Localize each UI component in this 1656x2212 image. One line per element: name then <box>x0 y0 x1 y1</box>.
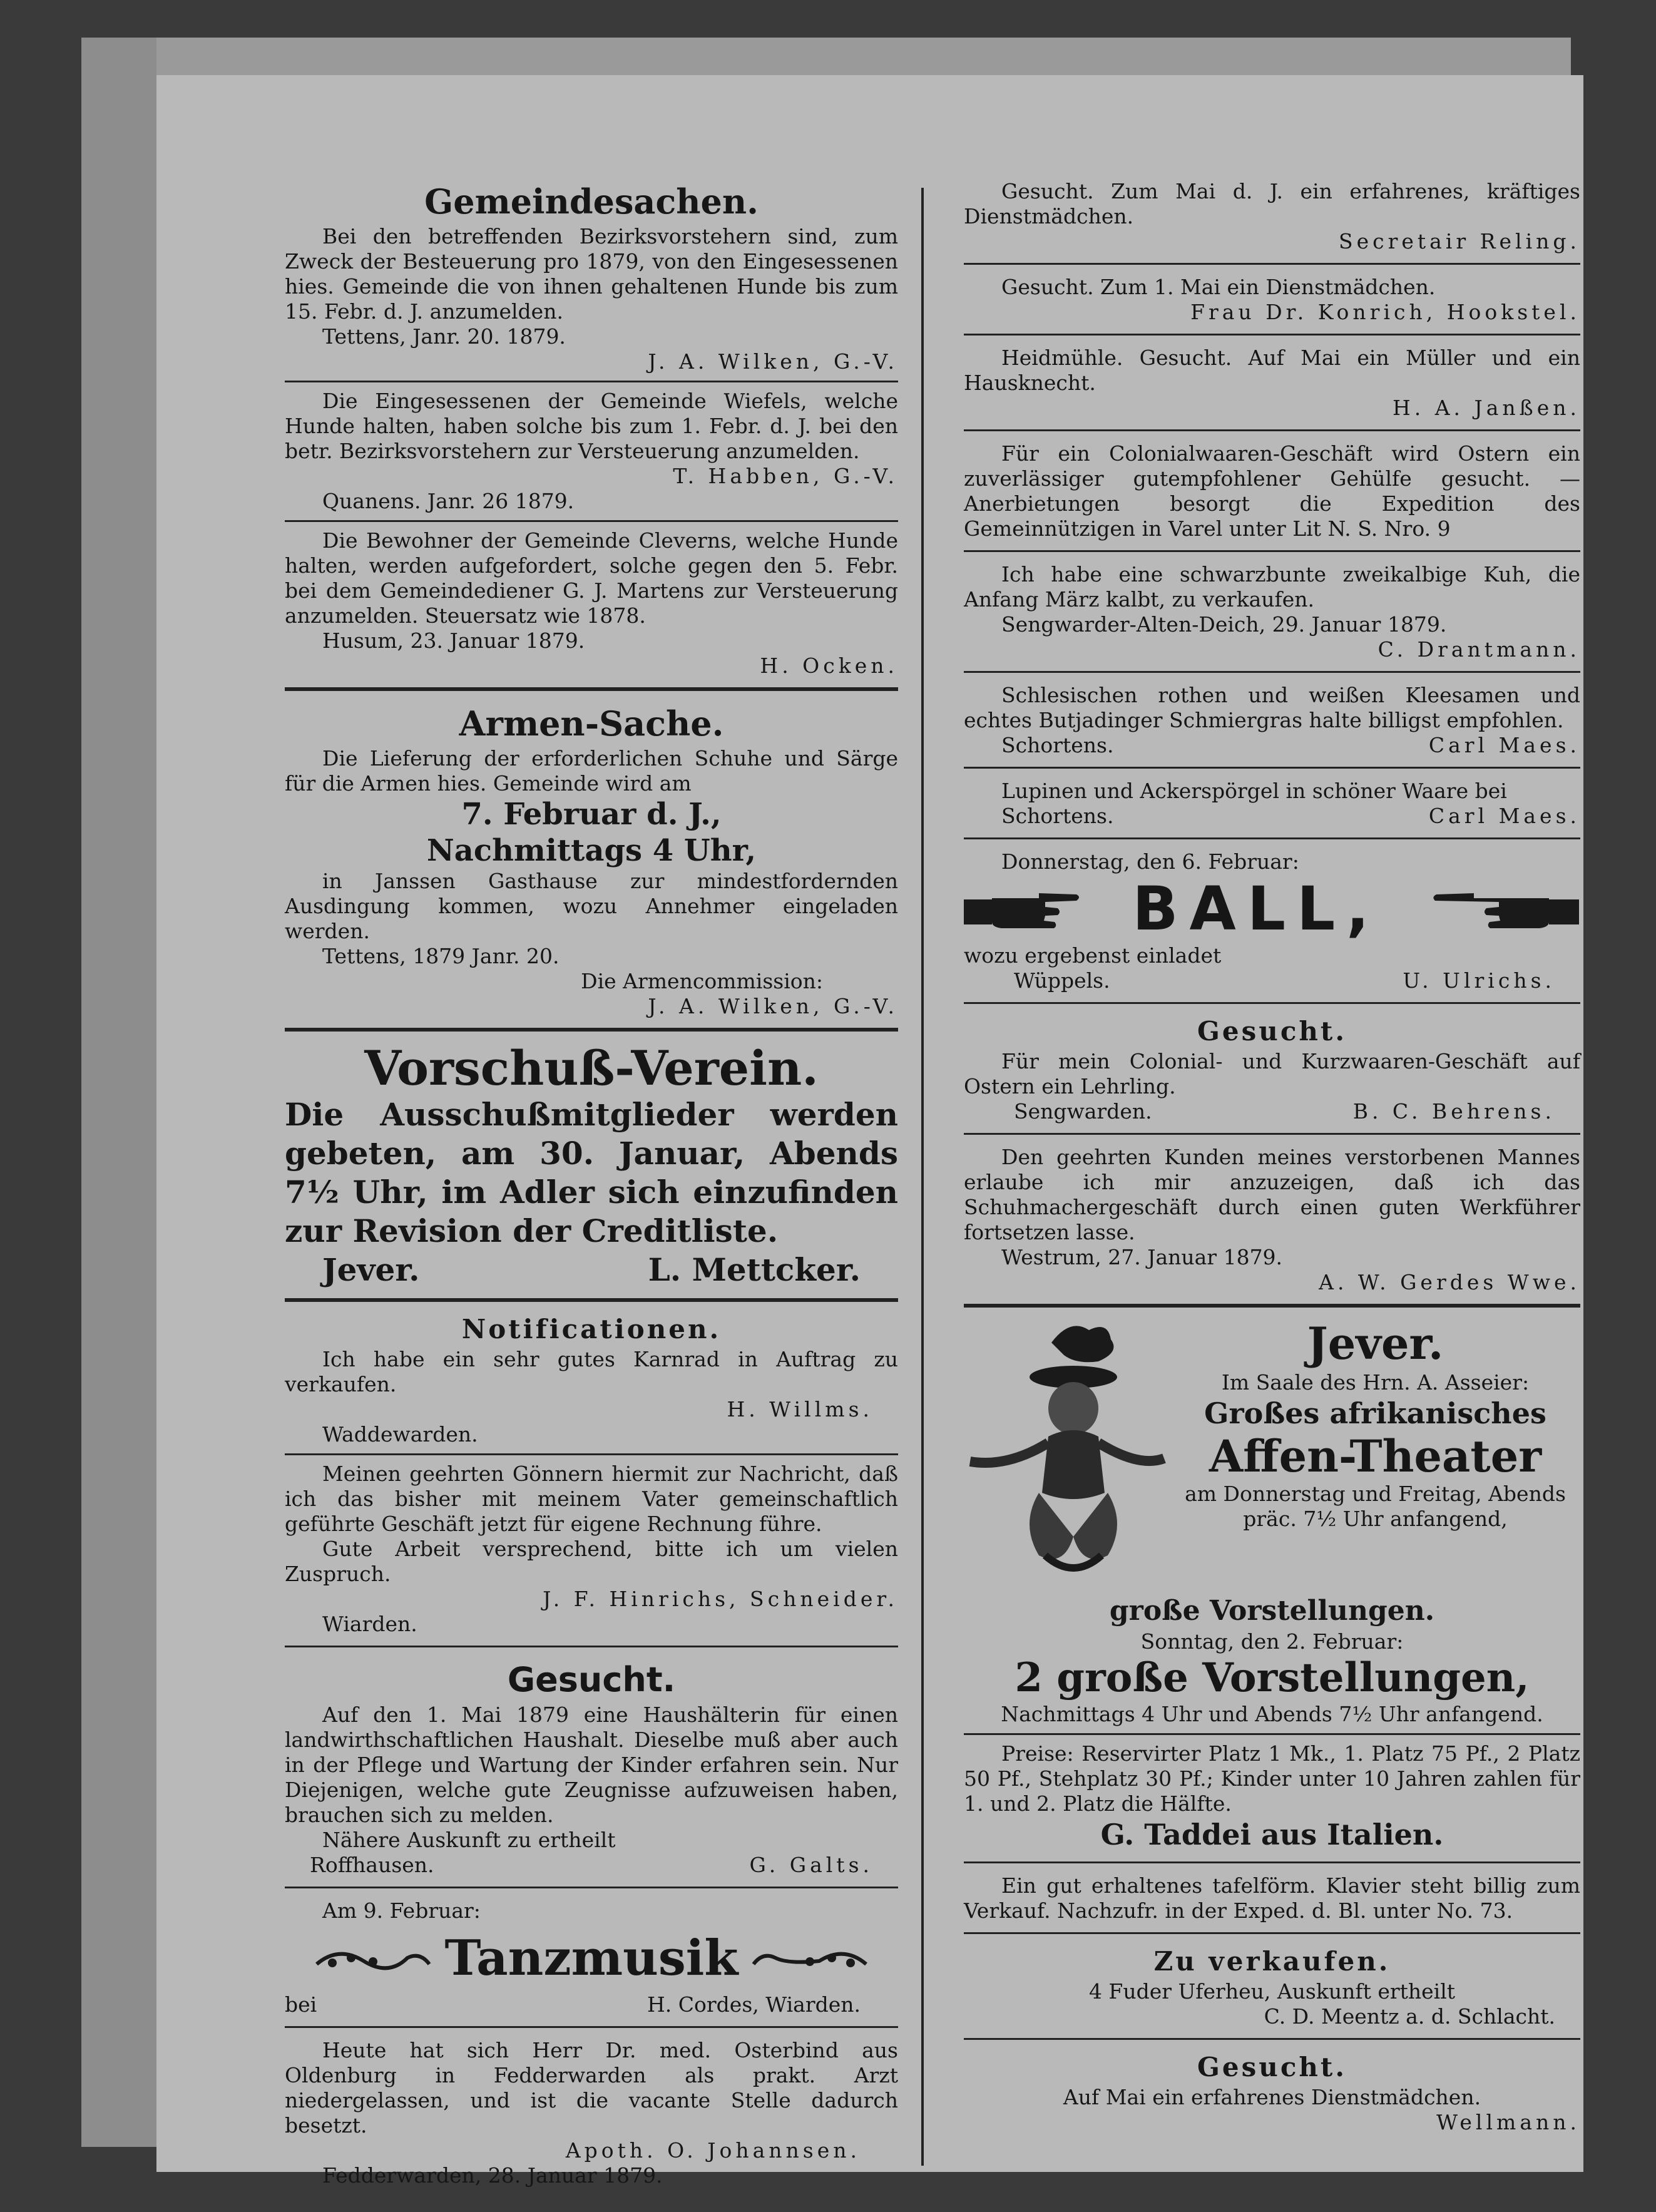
commission-label: Die Armencommission: <box>581 969 823 993</box>
vorschuss-section <box>285 1038 898 1292</box>
dateline: Tettens, Janr. 20. 1879. <box>322 324 566 349</box>
section-title: Gemeindesachen. <box>424 182 759 222</box>
divider-rule <box>285 1028 898 1032</box>
section-title: Gesucht. <box>1197 1016 1347 1047</box>
divider-rule <box>964 767 1580 769</box>
place: Jever. <box>322 1251 420 1288</box>
affen-header <box>964 1318 1580 1593</box>
right-column <box>964 175 1580 2138</box>
gesucht-section <box>964 2046 1580 2138</box>
tanzmusik-banner <box>285 1923 898 1992</box>
ad-body: Meinen geehrten Gönnern hiermit zur Nachricht, daß ich das bisher mit meinem Vater gemeinschaftlich geführte Geschäft jetzt für eigene Rechnung führe. <box>285 1462 898 1536</box>
divider-rule <box>285 1646 898 1647</box>
ad-body: Ein gut erhaltenes tafelförm. Klavier steht billig zum Verkauf. Nachzufr. in der Exped. d. Bl. unter No. 73. <box>964 1873 1580 1923</box>
notifications-section <box>285 1308 898 1639</box>
place: Roffhausen. <box>310 1853 434 1877</box>
section-title: Gesucht. <box>1197 2052 1347 2082</box>
section-title: Jever. <box>1307 1318 1444 1370</box>
shows-line: große Vorstellungen. <box>1109 1595 1435 1627</box>
ad-body: Die Bewohner der Gemeinde Cleverns, welche Hunde halten, werden aufgefordert, solche gegen den 5. Febr. bei dem Gemeindediener G. J. Martens zur Versteuerung anzumelden. Steuersatz wie 1878. <box>285 528 898 628</box>
divider-rule <box>964 550 1580 552</box>
divider-rule <box>964 1304 1580 1308</box>
signature: Secretair Reling. <box>1338 229 1580 253</box>
divider-rule <box>964 1861 1580 1863</box>
section-title: Vorschuß-Verein. <box>364 1040 819 1096</box>
signature: J. F. Hinrichs, Schneider. <box>543 1587 898 1611</box>
signature: L. Mettcker. <box>648 1251 861 1288</box>
place: Wüppels. <box>1014 968 1110 993</box>
divider-rule <box>285 2026 898 2028</box>
dateline: Sengwarder-Alten-Deich, 29. Januar 1879. <box>1001 612 1447 637</box>
section-title: BALL, <box>1132 874 1381 944</box>
arzt-section <box>285 2034 898 2191</box>
divider-rule <box>964 1733 1580 1735</box>
ad-body: Ich habe eine schwarzbunte zweikalbige Kuh, die Anfang März kalbt, zu verkaufen. <box>964 562 1580 612</box>
prices-line: Preise: Reservirter Platz 1 Mk., 1. Platz 75 Pf., 2 Platz 50 Pf., Stehplatz 30 Pf.; Kinder unter 10 Jahren zahlen für 1. und 2. Platz die Hälfte. <box>964 1741 1580 1816</box>
section-title: Zu verkaufen. <box>1153 1946 1391 1977</box>
classified-ad <box>964 775 1580 831</box>
divider-rule <box>964 263 1580 265</box>
ad-body: Für ein Colonialwaaren-Geschäft wird Ostern ein zuverlässiger gutempfohlener Gehülfe gesucht. — Anerbietungen besorgt die Expedition des Gemeinnützigen in Varel unter Lit N. S. Nro. 9 <box>964 441 1580 541</box>
section-title: Notificationen. <box>461 1314 722 1344</box>
bei-signature-row <box>285 1992 898 2017</box>
divider-rule <box>285 520 898 522</box>
ornament-left-icon <box>314 1939 432 1977</box>
verkaufen-section <box>964 1940 1580 2032</box>
ad-body: Gesucht. Zum 1. Mai ein Dienstmädchen. <box>1001 275 1436 299</box>
signature: Carl Maes. <box>1428 733 1580 757</box>
divider-rule <box>285 687 898 691</box>
ad-body: Gute Arbeit versprechend, bitte ich um vielen Zuspruch. <box>285 1537 898 1586</box>
divider-rule <box>285 1887 898 1888</box>
schedule-line: am Donnerstag und Freitag, Abends präc. 7½ Uhr anfangend, <box>1185 1482 1566 1531</box>
ball-section <box>964 846 1580 996</box>
place: Wiarden. <box>322 1612 417 1636</box>
divider-rule <box>285 381 898 382</box>
divider-rule <box>964 429 1580 431</box>
tanzmusik-section <box>285 1895 898 2020</box>
ad-body: Auf den 1. Mai 1879 eine Haushälterin für einen landwirthschaftlichen Haushalt. Dieselbe muß aber auch in der Pflege und Wartung der Kinder erfahren sein. Nur Diejenigen, welche gute Zeugnisse aufzuweisen haben, brauchen sich zu melden. <box>285 1703 898 1827</box>
divider-rule <box>964 1002 1580 1004</box>
ball-banner <box>964 874 1580 943</box>
event-time: Nachmittags 4 Uhr, <box>426 833 757 868</box>
divider-rule <box>964 837 1580 839</box>
page-edge-top <box>81 38 1571 75</box>
divider-rule <box>964 1133 1580 1135</box>
signature: G. Taddei aus Italien. <box>1100 1818 1444 1851</box>
place: Schortens. <box>1001 804 1114 828</box>
section-title: Gesucht. <box>507 1660 676 1699</box>
ad-body: 4 Fuder Uferheu, Auskunft ertheilt <box>1088 1979 1456 2004</box>
dateline: Fedderwarden, 28. Januar 1879. <box>322 2163 663 2188</box>
times-line: Nachmittags 4 Uhr und Abends 7½ Uhr anfangend. <box>1001 1702 1543 1726</box>
signature: H. Willms. <box>727 1397 873 1421</box>
sunday-headline: 2 große Vorstellungen, <box>1015 1654 1530 1701</box>
classified-ad <box>964 679 1580 760</box>
dateline: Quanens. Janr. 26 1879. <box>322 489 575 513</box>
signature: C. D. Meentz a. d. Schlacht. <box>1264 2004 1555 2029</box>
ad-body: Schlesischen rothen und weißen Kleesamen und echtes Butjadinger Schmiergras halte billigst empfohlen. <box>964 683 1580 732</box>
signature: J. A. Wilken, G.-V. <box>648 994 898 1018</box>
signature: Carl Maes. <box>1428 804 1580 828</box>
place: Schortens. <box>1001 733 1114 757</box>
ad-body: Die Lieferung der erforderlichen Schuhe und Särge für die Armen hies. Gemeinde wird am <box>285 746 898 796</box>
classified-ad <box>964 558 1580 665</box>
classified-ad <box>964 438 1580 544</box>
signature: H. Cordes, Wiarden. <box>647 1992 861 2017</box>
affen-header-text <box>1170 1318 1580 1593</box>
classified-ad <box>964 342 1580 423</box>
event-date: 7. Februar d. J., <box>461 797 722 832</box>
ad-body: Den geehrten Kunden meines verstorbenen Mannes erlaube ich mir anzuzeigen, daß ich das Schuhmachergeschäft durch einen guten Werkführer fortsetzen lasse. <box>964 1145 1580 1244</box>
signature: H. Ocken. <box>760 653 898 678</box>
ad-body: Gesucht. Zum Mai d. J. ein erfahrenes, kräftiges Dienstmädchen. <box>964 179 1580 228</box>
theater-name: Affen-Theater <box>1209 1430 1542 1482</box>
ornament-right-icon <box>750 1939 869 1977</box>
section-title: Armen-Sache. <box>459 704 724 744</box>
signature: Frau Dr. Konrich, Hookstel. <box>1190 300 1580 324</box>
place-signature-row <box>285 1853 898 1878</box>
sunday-line: Sonntag, den 2. Februar: <box>1140 1629 1404 1654</box>
venue-line: Im Saale des Hrn. A. Asseier: <box>1221 1370 1530 1395</box>
ad-body: Auf Mai ein erfahrenes Dienstmädchen. <box>1063 2085 1481 2109</box>
event-date: Am 9. Februar: <box>322 1898 481 1923</box>
section-title: Tanzmusik <box>444 1929 739 1987</box>
column-divider <box>921 188 924 2166</box>
page-edge-left <box>81 38 156 2147</box>
ad-body: Bei den betreffenden Bezirksvorstehern sind, zum Zweck der Besteuerung pro 1879, von den Eingesessenen hies. Gemeinde die von ihnen gehaltenen Hunde bis zum 15. Febr. d. J. anzumelden. <box>285 224 898 324</box>
ad-body: Die Eingesessenen der Gemeinde Wiefels, welche Hunde halten, haben solche bis zum 1. Febr. d. J. bei den betr. Bezirksvorstehern zur Versteuerung anzumelden. <box>285 389 898 463</box>
place: Waddewarden. <box>322 1422 478 1447</box>
ad-body: Heute hat sich Herr Dr. med. Osterbind aus Oldenburg in Fedderwarden als prakt. Arzt niedergelassen, und ist die vacante Stelle dadurch besetzt. <box>285 2038 898 2138</box>
headline-line: Großes afrikanisches <box>1204 1396 1546 1430</box>
armen-section <box>285 697 898 1022</box>
monkey-illustration-icon <box>964 1318 1170 1593</box>
signature: Apoth. O. Johannsen. <box>565 2138 861 2163</box>
pointing-hand-right-icon <box>964 881 1083 937</box>
place-signature-row <box>964 804 1580 829</box>
info-line: Nähere Auskunft zu ertheilt <box>322 1828 616 1852</box>
signature: A. W. Gerdes Wwe. <box>1319 1270 1580 1294</box>
classified-ad <box>964 175 1580 257</box>
signature: C. Drantmann. <box>1377 637 1580 662</box>
pointing-hand-left-icon <box>1430 881 1580 937</box>
dateline: Tettens, 1879 Janr. 20. <box>322 944 560 968</box>
signature: Wellmann. <box>1436 2110 1580 2134</box>
dateline: Westrum, 27. Januar 1879. <box>1001 1245 1283 1269</box>
event-date: Donnerstag, den 6. Februar: <box>1001 849 1299 874</box>
divider-rule <box>964 2038 1580 2040</box>
ad-body: Heidmühle. Gesucht. Auf Mai ein Müller und ein Hausknecht. <box>964 346 1580 395</box>
bei-label: bei <box>285 1992 317 2017</box>
classified-ad <box>964 271 1580 327</box>
signature: U. Ulrichs. <box>1403 968 1555 993</box>
signature: B. C. Behrens. <box>1352 1099 1555 1124</box>
gesucht-section <box>285 1654 898 1880</box>
dateline: Husum, 23. Januar 1879. <box>322 628 585 653</box>
ad-body: in Janssen Gasthause zur mindestfordernden Ausdingung kommen, wozu Annehmer eingeladen werden. <box>285 869 898 943</box>
ad-body: Lupinen und Ackerspörgel in schöner Waare bei <box>1001 779 1507 803</box>
gesucht-section <box>964 1010 1580 1127</box>
divider-rule <box>964 334 1580 335</box>
affen-theater-section <box>964 1314 1580 1855</box>
invite-line: wozu ergebenst einladet <box>964 943 1222 968</box>
place-signature-row <box>964 968 1580 993</box>
ad-body: Für mein Colonial- und Kurzwaaren-Geschäft auf Ostern ein Lehrling. <box>964 1049 1580 1098</box>
klavier-ad <box>964 1870 1580 1926</box>
place-signature-row <box>964 733 1580 758</box>
place-signature-row <box>285 1251 898 1289</box>
signature: J. A. Wilken, G.-V. <box>648 349 898 374</box>
gemeindesachen-section <box>285 175 898 681</box>
signature: T. Habben, G.-V. <box>673 464 898 488</box>
place: Sengwarden. <box>1014 1099 1152 1124</box>
signature: G. Galts. <box>749 1853 873 1877</box>
divider-rule <box>285 1453 898 1455</box>
ad-body: Ich habe ein sehr gutes Karnrad in Auftrag zu verkaufen. <box>285 1347 898 1396</box>
divider-rule <box>964 1932 1580 1934</box>
ad-body: Die Ausschußmitglieder werden gebeten, am 30. Januar, Abends 7½ Uhr, im Adler sich einzufinden zur Revision der Creditliste. <box>285 1096 898 1249</box>
left-column <box>285 175 898 2191</box>
classified-ad <box>964 1141 1580 1298</box>
divider-rule <box>964 671 1580 673</box>
signature: H. A. Janßen. <box>1392 396 1580 420</box>
divider-rule <box>285 1298 898 1302</box>
place-signature-row <box>964 1099 1580 1124</box>
